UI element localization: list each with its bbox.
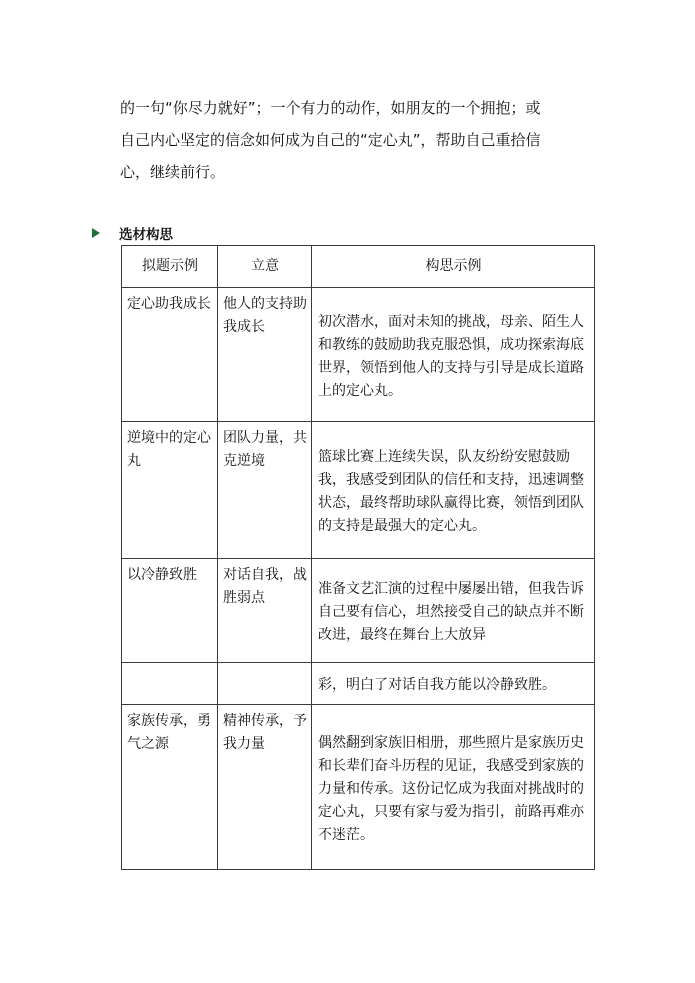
example-cell: 篮球比赛上连续失误，队友纷纷安慰鼓励我，我感受到团队的信任和支持，迅速调整状态，最终帮助球队赢得比赛，领悟到团队的支持是最强大的定心丸。	[312, 422, 595, 559]
paragraph-line: 心，继续前行。	[120, 163, 226, 181]
section-heading-text: 选材构思	[119, 227, 173, 243]
section-heading	[92, 222, 173, 244]
title-cell: 家族传承，勇气之源	[122, 705, 218, 870]
example-cell: 偶然翻到家族旧相册，那些照片是家族历史和长辈们奋斗历程的见证，我感受到家族的力量和传承。这份记忆成为我面对挑战时的定心丸，只要有家与爱为指引，前路再难亦不迷茫。	[312, 705, 595, 870]
table-row	[122, 559, 595, 663]
paragraph-line: 自己内心坚定的信念如何成为自己的“定心丸”，帮助自己重拾信	[120, 131, 541, 149]
title-cell: 定心助我成长	[122, 288, 218, 422]
example-cell: 彩，明白了对话自我方能以冷静致胜。	[312, 663, 595, 705]
title-cell	[122, 663, 218, 705]
column-header-title: 拟题示例	[122, 246, 218, 288]
arrow-bullet-icon	[92, 228, 100, 238]
meaning-cell	[218, 663, 312, 705]
meaning-cell: 他人的支持助我成长	[218, 288, 312, 422]
column-header-example: 构思示例	[312, 246, 595, 288]
column-header-meaning: 立意	[218, 246, 312, 288]
table-row	[122, 705, 595, 870]
ideas-table	[121, 245, 595, 870]
title-cell: 以冷静致胜	[122, 559, 218, 663]
meaning-cell: 精神传承，予我力量	[218, 705, 312, 870]
meaning-cell: 团队力量，共克逆境	[218, 422, 312, 559]
title-cell: 逆境中的定心丸	[122, 422, 218, 559]
example-cell: 初次潜水，面对未知的挑战，母亲、陌生人和教练的鼓励助我克服恐惧，成功探索海底世界，领悟到他人的支持与引导是成长道路上的定心丸。	[312, 288, 595, 422]
meaning-cell: 对话自我，战胜弱点	[218, 559, 312, 663]
table-header-row	[122, 246, 595, 288]
paragraph-line: 的一句“你尽力就好”；一个有力的动作，如朋友的一个拥抱；或	[120, 99, 541, 117]
table-row	[122, 663, 595, 705]
example-cell: 准备文艺汇演的过程中屡屡出错，但我告诉自己要有信心，坦然接受自己的缺点并不断改进，最终在舞台上大放异	[312, 559, 595, 663]
table-row	[122, 422, 595, 559]
table-row	[122, 288, 595, 422]
intro-paragraph	[120, 92, 590, 188]
